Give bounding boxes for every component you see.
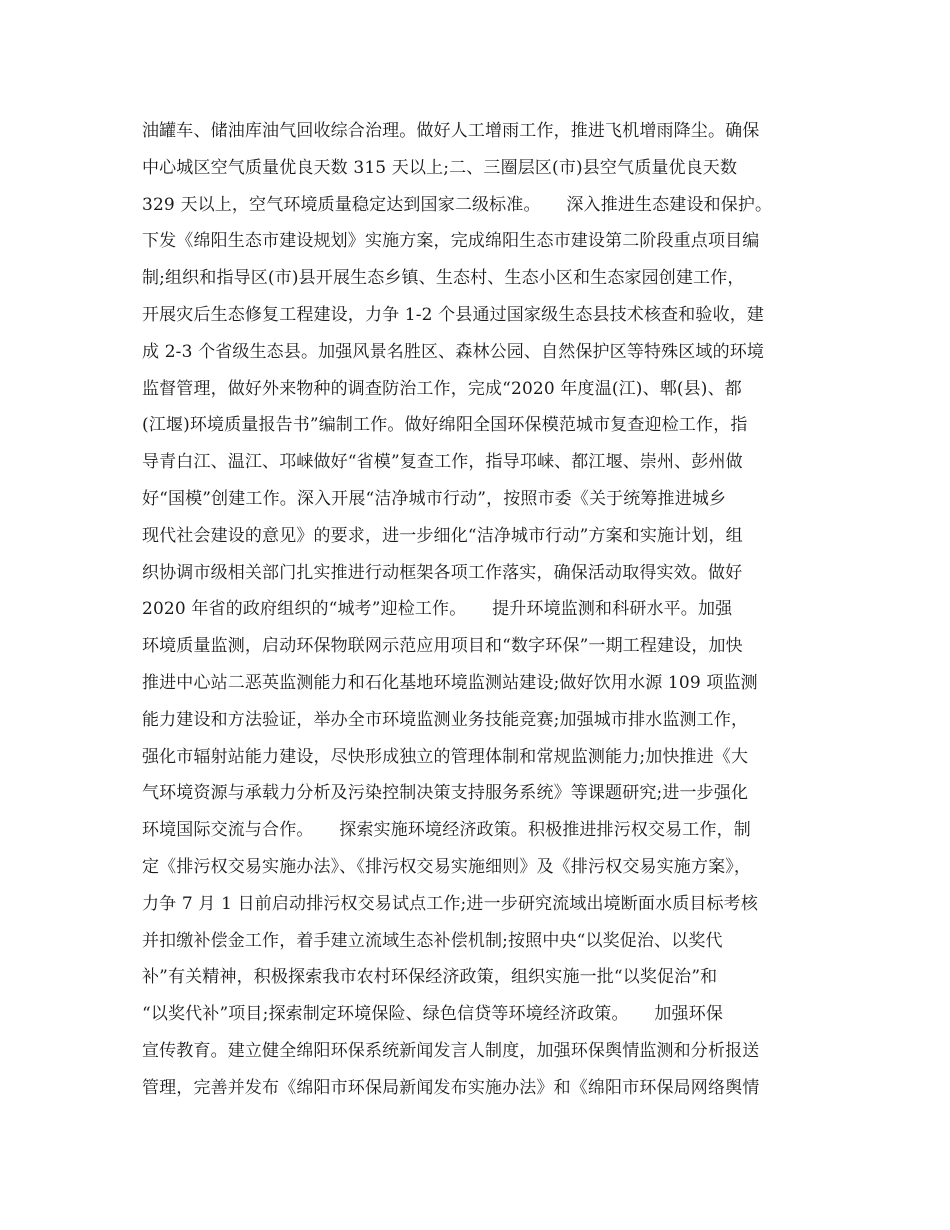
text-line: 补”有关精神，积极探索我市农村环保经济政策，组织实施一批“以奖促治”和 [142, 967, 718, 988]
text-line: 油罐车、储油库油气回收综合治理。做好人工增雨工作，推进飞机增雨降尘。确保 [142, 121, 760, 141]
body-text [142, 113, 832, 1107]
text-line: 气环境资源与承载力分析及污染控制决策支持服务系统》等课题研究;进一步强化 [142, 783, 749, 804]
text-line: 开展灾后生态修复工程建设，力争 1-2 个县通过国家级生态县技术核查和验收，建 [142, 304, 765, 325]
text-line: 力争 7 月 1 日前启动排污权交易试点工作;进一步研究流域出境断面水质目标考核 [142, 893, 758, 914]
text-line: 现代社会建设的意见》的要求，进一步细化“洁净城市行动”方案和实施计划，组 [142, 525, 743, 546]
text-line: “以奖代补”项目;探索制定环境保险、绿色信贷等环境经济政策。 加强环保 [142, 1004, 724, 1025]
text-line: 好“国模”创建工作。深入开展“洁净城市行动”，按照市委《关于统筹推进城乡 [142, 488, 727, 509]
text-line: 环境国际交流与合作。 探索实施环境经济政策。积极推进排污权交易工作，制 [142, 820, 751, 841]
text-line: 导青白江、温江、邛崃做好“省模”复查工作，指导邛崃、都江堰、崇州、彭州做 [142, 452, 743, 473]
text-line: 2020 年省的政府组织的“城考”迎检工作。 提升环境监测和科研水平。加强 [142, 599, 733, 620]
text-line: 成 2-3 个省级生态县。加强风景名胜区、森林公园、自然保护区等特殊区域的环境 [142, 341, 765, 362]
text-line: 329 天以上，空气环境质量稳定达到国家二级标准。 深入推进生态建设和保护。 [142, 194, 773, 215]
text-line: 环境质量监测，启动环保物联网示范应用项目和“数字环保”一期工程建设，加快 [142, 636, 743, 657]
text-line: 推进中心站二恶英监测能力和石化基地环境监测站建设;做好饮用水源 109 项监测 [142, 672, 758, 693]
text-line: 能力建设和方法验证，举办全市环境监测业务技能竞赛;加强城市排水监测工作， [142, 709, 749, 730]
text-line: 制;组织和指导区(市)县开展生态乡镇、生态村、生态小区和生态家园创建工作， [142, 268, 745, 289]
text-line: 织协调市级相关部门扎实推进行动框架各项工作落实，确保活动取得实效。做好 [142, 562, 743, 583]
text-line: 宣传教育。建立健全绵阳环保系统新闻发言人制度，加强环保舆情监测和分析报送 [142, 1040, 760, 1061]
text-line: 强化市辐射站能力建设，尽快形成独立的管理体制和常规监测能力;加快推进《大 [142, 746, 749, 767]
text-line: 管理，完善并发布《绵阳市环保局新闻发布实施办法》和《绵阳市环保局网络舆情 [142, 1077, 760, 1098]
text-line: 中心城区空气质量优良天数 315 天以上;二、三圈层区(市)县空气质量优良天数 [142, 157, 738, 178]
text-line: 监督管理，做好外来物种的调查防治工作，完成“2020 年度温(江)、郫(县)、都 [142, 378, 742, 399]
text-line: 下发《绵阳生态市建设规划》实施方案，完成绵阳生态市建设第二阶段重点项目编 [142, 231, 760, 252]
text-line: 并扣缴补偿金工作，着手建立流域生态补偿机制;按照中央“以奖促治、以奖代 [142, 930, 723, 951]
text-line: (江堰)环境质量报告书”编制工作。做好绵阳全国环保模范城市复查迎检工作，指 [142, 415, 748, 436]
text-line: 定《排污权交易实施办法》、《排污权交易实施细则》及《排污权交易实施方案》， [142, 856, 752, 877]
